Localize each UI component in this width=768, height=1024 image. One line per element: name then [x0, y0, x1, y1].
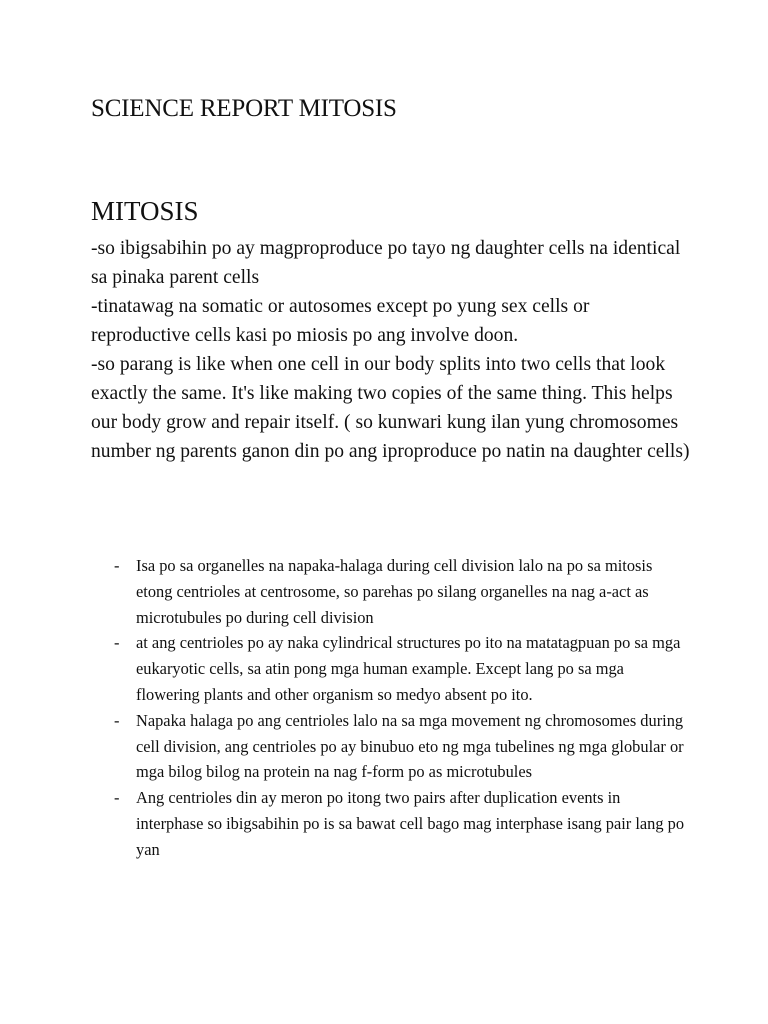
list-item — [108, 630, 688, 707]
list-item-text: Napaka halaga po ang centrioles lalo na sa mga movement ng chromosomes during cell division, ang centrioles po ay binubuo eto ng mga tubelines ng mga globular or mga bilog bilog na protein na nag f-form po as microtubules — [136, 710, 684, 782]
list-item — [108, 785, 688, 862]
paragraph-definition: -so ibigsabihin po ay magproproduce po tayo ng daughter cells na identical sa pinaka parent cells — [91, 238, 681, 288]
bullet-marker: - — [114, 788, 120, 808]
paragraph-somatic: -tinatawag na somatic or autosomes except po yung sex cells or reproductive cells kasi po miosis po ang involve doon. — [91, 296, 590, 346]
list-item-text: at ang centrioles po ay naka cylindrical structures po ito na matatagpuan po sa mga eukaryotic cells, sa atin pong mga human example. Except lang po sa mga flowering plants and other organism so medyo absent po ito. — [136, 633, 681, 704]
bullet-marker: - — [114, 556, 120, 575]
paragraph-explanation: -so parang is like when one cell in our body splits into two cells that look exactly the same. It's like making two copies of the same thing. This helps our body grow and repair itself. ( so kunwari kung ilan yung chromosomes number ng parents ganon din po ang iproproduce po natin na daughter cells) — [91, 354, 690, 462]
section-heading: MITOSIS — [91, 196, 199, 226]
bullet-marker: - — [114, 710, 120, 730]
document-title: SCIENCE REPORT MITOSIS — [91, 95, 397, 122]
list-item-text: Ang centrioles din ay meron po itong two pairs after duplication events in interphase so ibigsabihin po is sa bawat cell bago mag interphase isang pair lang po yan — [136, 788, 685, 859]
body-paragraphs — [91, 234, 691, 466]
bullet-marker: - — [114, 633, 120, 653]
list-item — [108, 708, 688, 785]
list-item — [108, 553, 688, 630]
list-item-text: Isa po sa organelles na napaka-halaga during cell division lalo na po sa mitosis etong centrioles at centrosome, so parehas po silang organelles na nag a-act as microtubules po during cell division — [136, 556, 653, 627]
bullet-list — [108, 553, 688, 863]
